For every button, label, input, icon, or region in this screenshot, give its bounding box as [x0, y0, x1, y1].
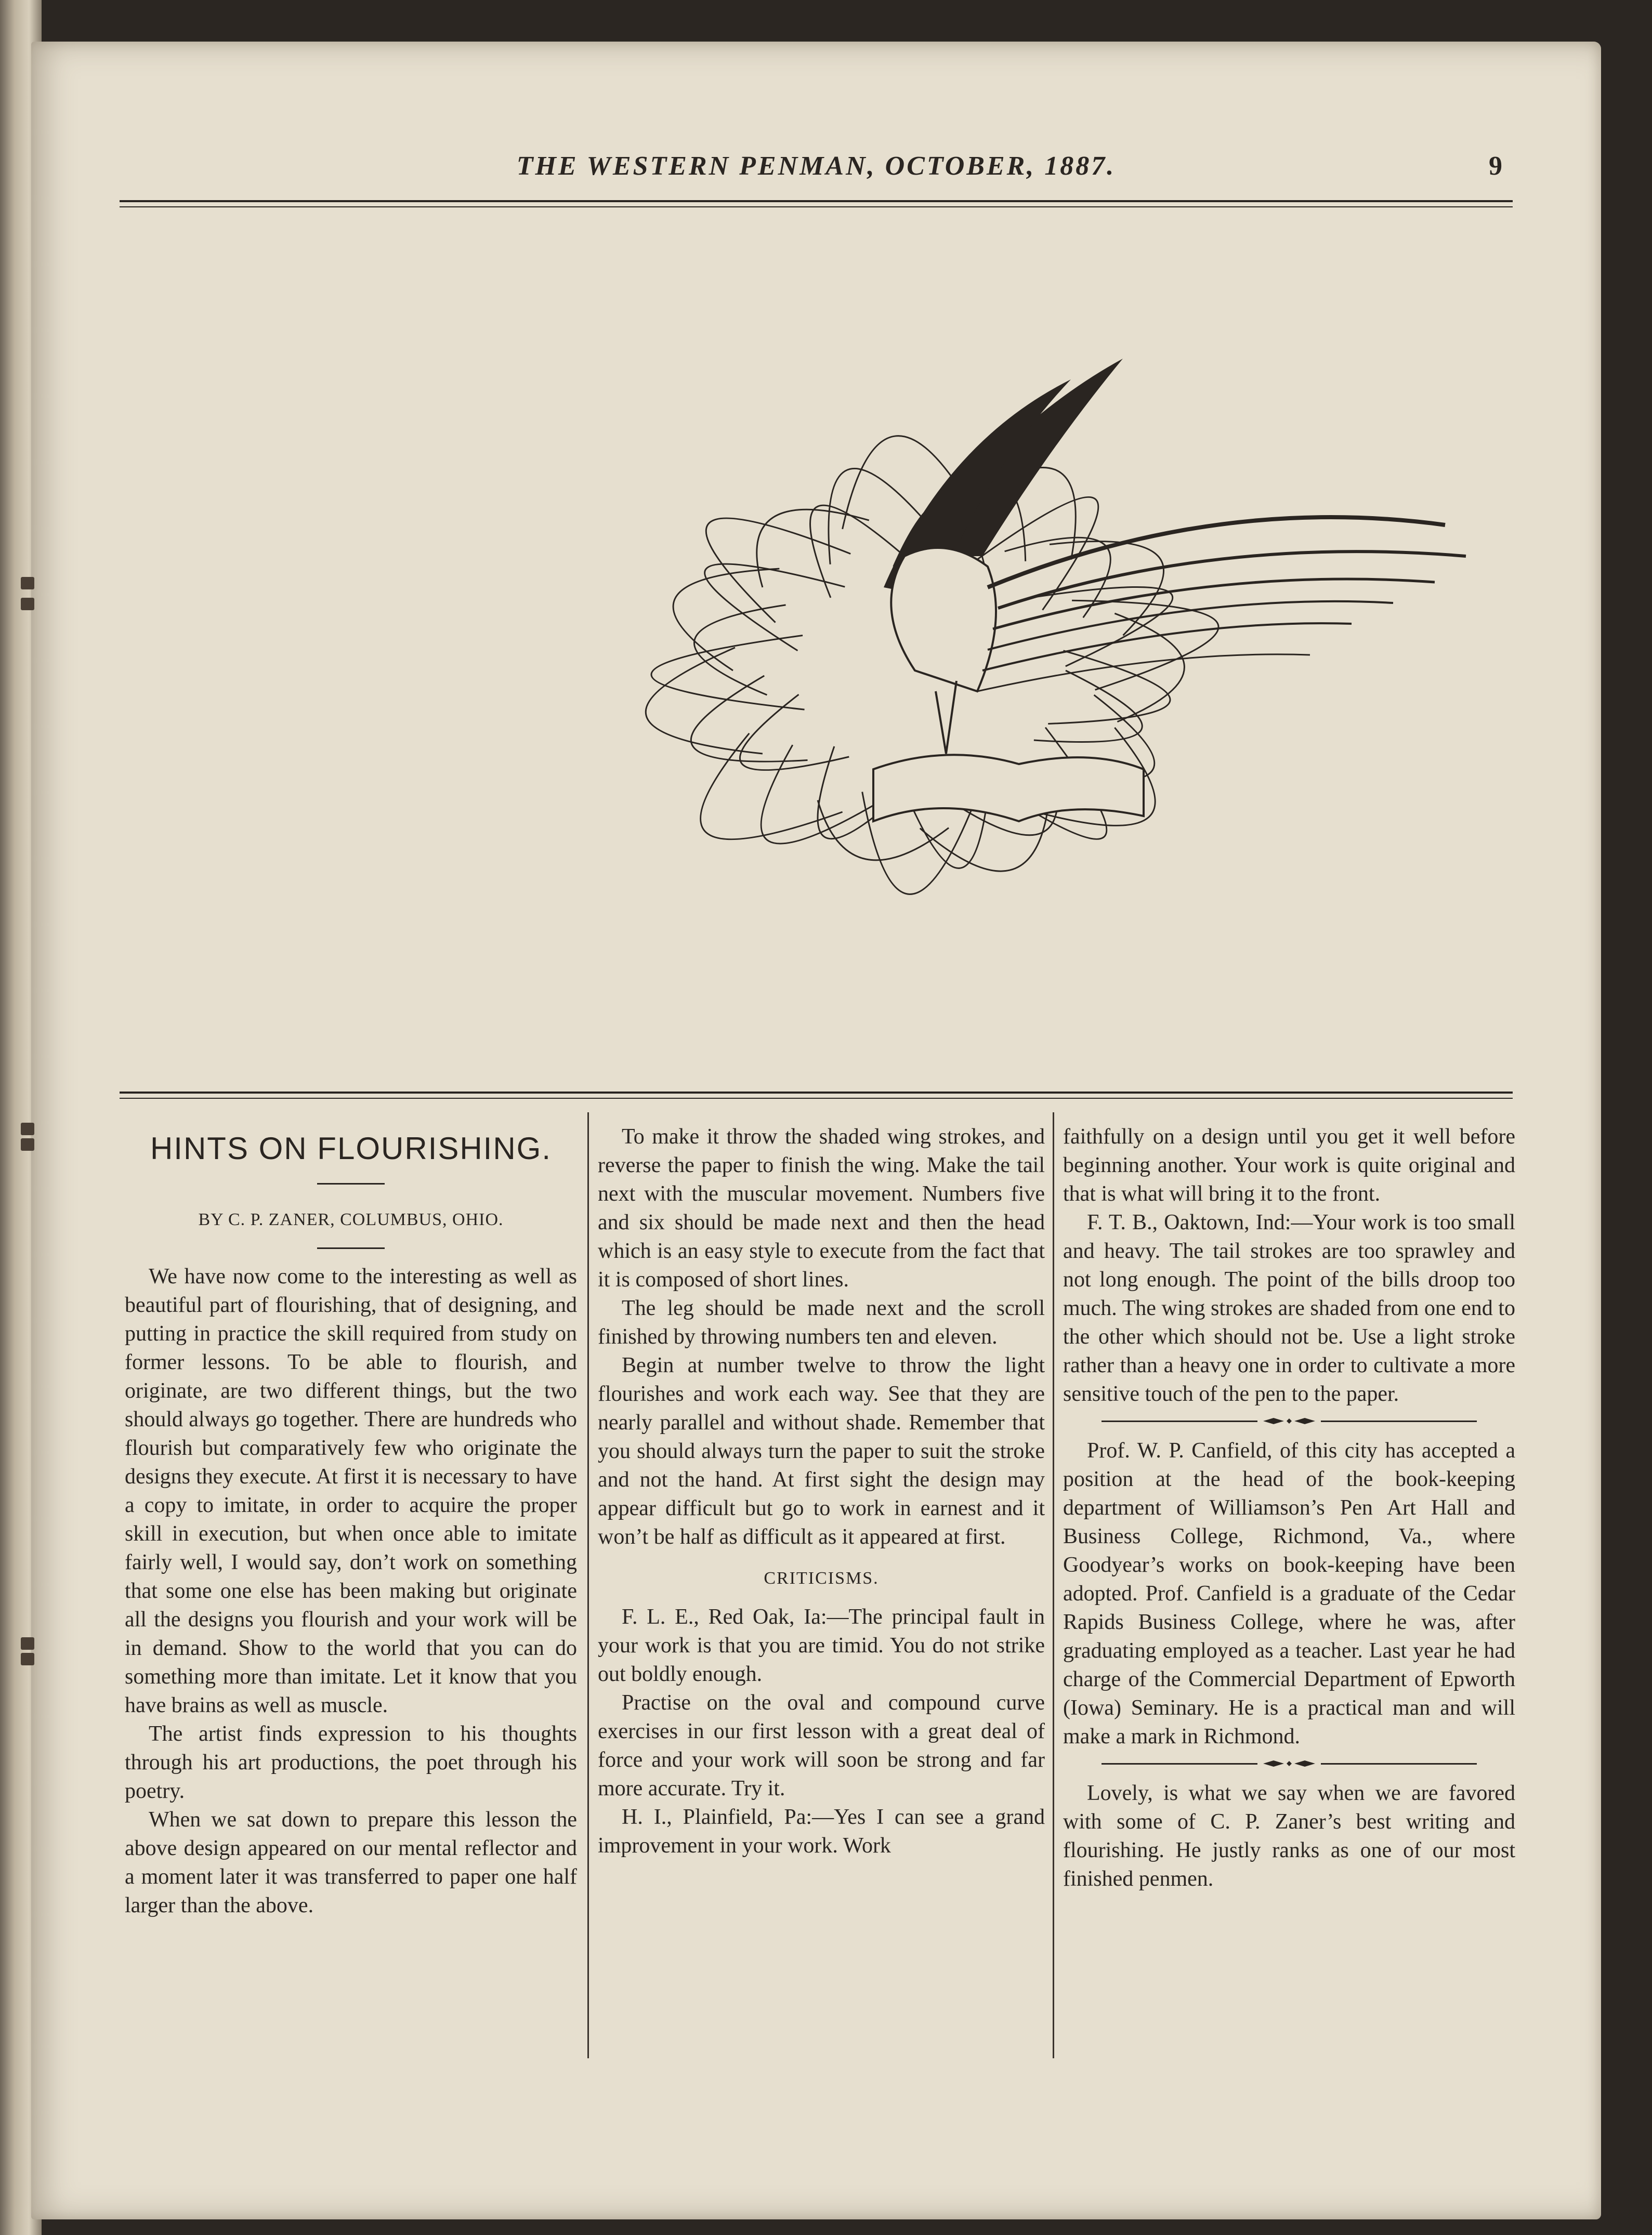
flourish-stroke: [761, 745, 885, 844]
paragraph: The artist finds expression to his thoughts through his art productions, the poet through his poetry.: [125, 1722, 577, 1803]
criticism-paragraph: F. L. E., Red Oak, Ia:—The principal fault in your work is that you are timid. You do not strike out boldly enough.: [598, 1605, 1045, 1686]
binding-tab: [21, 1123, 34, 1135]
diamond-ornament-icon: [1261, 1416, 1318, 1426]
ornament-divider: [1063, 1758, 1515, 1769]
page-header: [120, 151, 1513, 192]
binding-tab: [21, 1653, 34, 1665]
column-divider: [587, 1112, 589, 2058]
binding-tab: [21, 598, 34, 610]
header-rule: [120, 200, 1513, 202]
bird-figure: [873, 359, 1466, 821]
article-byline: BY C. P. ZANER, COLUMBUS, OHIO.: [198, 1210, 504, 1229]
flourish-stroke: [1034, 670, 1142, 742]
column-2: [598, 1123, 1045, 1860]
criticism-paragraph: H. I., Plainfield, Pa:—Yes I can see a grand improvement in your work. Work: [598, 1805, 1045, 1858]
section-rule-thin: [120, 1098, 1513, 1099]
paragraph: To make it throw the shaded wing strokes, and reverse the paper to finish the wing. Make the tail next with the muscular movement. Numbers five and six should be made next and then the head which is an easy style to execute from the fact that it is composed of short lines.: [598, 1125, 1045, 1292]
paragraph: The leg should be made next and the scroll finished by throwing numbers ten and eleven.: [598, 1296, 1045, 1349]
running-head: THE WESTERN PENMAN, OCTOBER, 1887.: [516, 151, 1116, 181]
news-paragraph: Lovely, is what we say when we are favored with some of C. P. Zaner’s best writing and flourishing. He justly ranks as one of our most finished penmen.: [1063, 1781, 1515, 1891]
column-3: [1063, 1123, 1515, 1894]
criticism-paragraph: F. T. B., Oaktown, Ind:—Your work is too small and heavy. The tail strokes are too sprawley and not long enough. The point of the bills droop too much. The wing strokes are shaded from one end to the other which should not be. Use a light stroke rather than a heavy one in order to cultivate a more sensitive touch of the pen to the paper.: [1063, 1211, 1515, 1406]
title-rule: [317, 1183, 385, 1185]
diamond-ornament-icon: [1261, 1758, 1318, 1769]
binding-tab: [21, 1138, 34, 1151]
paragraph: We have now come to the interesting as well as beautiful part of flourishing, that of designing, and putting in practice the skill required from study on former lessons. To be able to flourish, and originate, are two different things, but the two should always go together. There are hundreds who flourish but comparatively few who originate the designs they execute. At first it is necessary to have a copy to imitate, in order to acquire the proper skill in execution, but when once able to imitate fairly well, I would say, don’t work on something that some one else has been making but originate all the designs you flourish and your work will be in demand. Show to the world that you can do something more than imitate. Let it know that you have brains as well as muscle.: [125, 1265, 577, 1717]
article-title: HINTS ON FLOURISHING.: [150, 1131, 552, 1166]
byline-rule: [317, 1247, 385, 1249]
paragraph: faithfully on a design until you get it well before beginning another. Your work is quite original and that is what will bring it to the front.: [1063, 1125, 1515, 1206]
paragraph: When we sat down to prepare this lesson the above design appeared on our mental reflector and a moment later it was transferred to paper one half larger than the above.: [125, 1808, 577, 1917]
section-rule: [120, 1092, 1513, 1094]
news-paragraph: Prof. W. P. Canfield, of this city has accepted a position at the head of the book-keeping department of Williamson’s Pen Art Hall and Business College, Richmond, Va., where Goodyear’s works on book-keeping have been adopted. Prof. Canfield is a graduate of the Cedar Rapids Business College, where he was, after graduating employed as a teacher. Last year he had charge of the Commercial Department of Epworth (Iowa) Seminary. He is a practical man and will make a mark in Richmond.: [1063, 1439, 1515, 1748]
criticisms-heading: CRITICISMS.: [764, 1569, 879, 1588]
column-1: [125, 1123, 577, 1920]
flourish-stroke: [757, 509, 869, 587]
header-rule-thin: [120, 206, 1513, 207]
flourish-stroke: [740, 694, 849, 770]
binding-tab: [21, 1637, 34, 1650]
column-divider: [1053, 1112, 1054, 2058]
flourished-bird-illustration: [333, 224, 1481, 1081]
page-number: 9: [1489, 151, 1502, 181]
criticism-paragraph: Practise on the oval and compound curve exercises in our first lesson with a great deal of force and your work will soon be strong and far more accurate. Try it.: [598, 1691, 1045, 1800]
ornament-divider: [1063, 1416, 1515, 1426]
paragraph: Begin at number twelve to throw the light flourishes and work each way. See that they are nearly parallel and without shade. Remember that you should always turn the paper to suit the stroke and not the hand. At first sight the design may appear difficult but go to work in earnest and it won’t be half as difficult as it appeared at first.: [598, 1353, 1045, 1549]
binding-tab: [21, 577, 34, 589]
